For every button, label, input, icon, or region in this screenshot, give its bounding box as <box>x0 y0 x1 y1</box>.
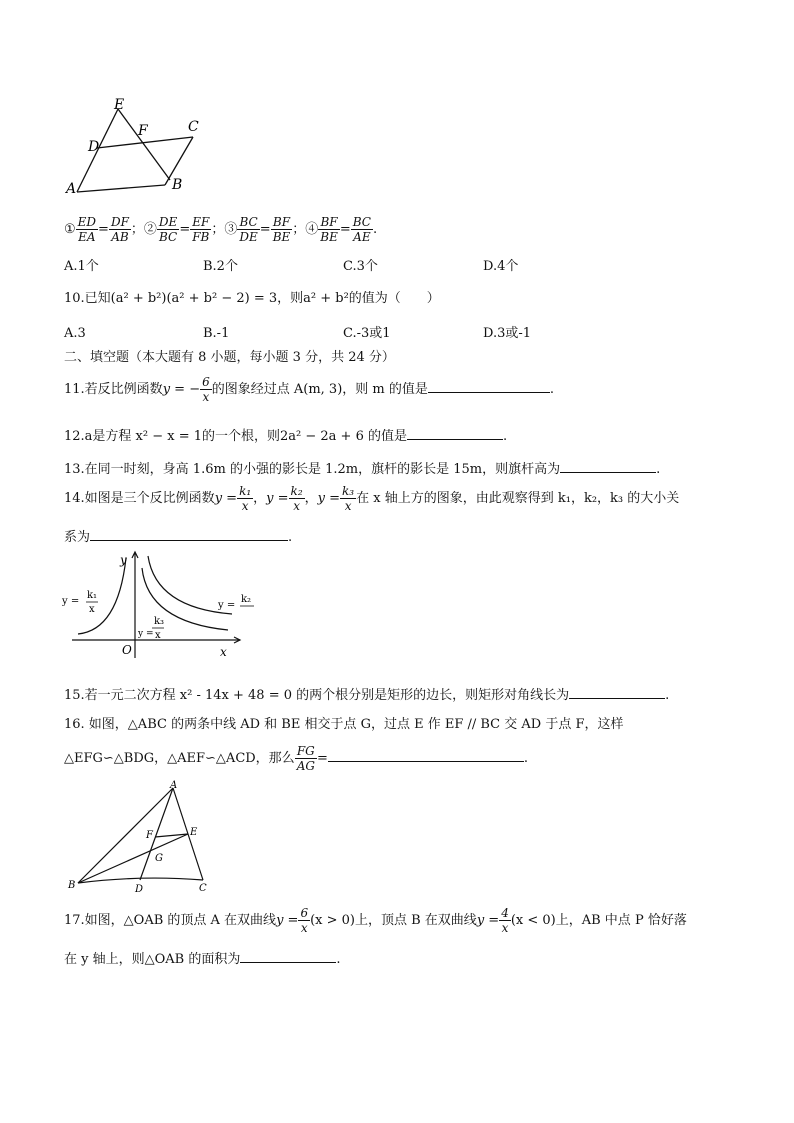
q10-choice-d: D.3或-1 <box>483 326 532 341</box>
q14-answer-blank[interactable] <box>90 526 288 541</box>
q9-choice-c: C.3个 <box>343 259 378 274</box>
q17-line1: 17.如图，△OAB 的顶点 A 在双曲线y = $\frac{6}{x}$ (x > 0)上，顶点 B 在双曲线y = $\frac{4}{x}$ (x < 0)上，AB 中点 P 恰好落 <box>64 906 687 935</box>
q9-choice-b: B.2个 <box>203 259 238 274</box>
label-g: G <box>155 853 163 864</box>
mid-curve-y: y = <box>138 629 154 639</box>
label-f: F <box>138 123 148 139</box>
mid-curve-num: k₃ <box>154 616 165 627</box>
label-a: A <box>170 780 178 791</box>
q15: 15.若一元二次方程 x² - 14x + 48 = 0 的两个根分别是矩形的边长，则矩形对角线长为 . <box>64 684 669 705</box>
q13-answer-blank[interactable] <box>560 458 656 473</box>
q10-choice-b: B.-1 <box>203 326 230 341</box>
right-curve-num: k₂ <box>241 594 252 605</box>
left-curve-den: x <box>89 604 95 615</box>
q14-line2: 系为 . <box>64 526 292 547</box>
mid-curve-den: x <box>155 630 161 641</box>
left-curve-num: k₁ <box>87 590 98 601</box>
q14-line1: 14.如图是三个反比例函数y = $\frac{\text{k₁}}{x}$ ，y = $\frac{\text{k₂}}{x}$ ，y = $\frac{\text{k₃}}{x}$ 在 x 轴上方的图象，由此观察得到 k₁，k₂，k₃ 的大小关 <box>64 484 680 513</box>
label-c: C <box>199 883 207 894</box>
label-e: E <box>114 97 125 113</box>
triangle-figure <box>60 780 220 895</box>
right-curve-y: y = <box>218 600 236 611</box>
q16-line2: △EFG∽△BDG，△AEF∽△ACD，那么 $\frac{FG}{AG}$ = . <box>64 744 528 773</box>
q17-answer-blank[interactable] <box>240 948 336 963</box>
origin-label: O <box>122 643 132 657</box>
q15-answer-blank[interactable] <box>569 684 665 699</box>
q13: 13.在同一时刻，身高 1.6m 的小强的影长是 1.2m，旗杆的影长是 15m，则旗杆高为 . <box>64 458 660 479</box>
label-d: D <box>135 884 144 895</box>
q11-answer-blank[interactable] <box>428 378 550 393</box>
label-d: D <box>88 139 100 155</box>
q10-choice-c: C.-3或1 <box>343 326 391 341</box>
axis-x-label: x <box>220 645 227 659</box>
q9-choice-a: A.1个 <box>64 259 99 274</box>
left-curve-y: y = <box>62 596 80 607</box>
hyperbola-figure <box>60 548 260 660</box>
q16-line1: 16. 如图，△ABC 的两条中线 AD 和 BE 相交于点 G，过点 E 作 EF // BC 交 AD 于点 F，这样 <box>64 717 624 732</box>
q17-line2: 在 y 轴上，则△OAB 的面积为 . <box>64 948 340 969</box>
q11: 11.若反比例函数y = − $\frac{6}{x}$ 的图象经过点 A(m, 3)，则 m 的值是 . <box>64 375 554 404</box>
label-f: F <box>146 830 153 841</box>
label-e: E <box>190 827 198 838</box>
q16-answer-blank[interactable] <box>328 747 524 762</box>
q9-options: ① $\frac{ED}{EA}$ = $\frac{DF}{AB}$ ；② $\frac{DE}{BC}$ = $\frac{EF}{FB}$ ；③ $\frac{BC}{DE}$ = $\frac{BF}{BE}$ ；④ $\frac{BF}{BE}$ = $\frac{BC}{AE}$ . <box>64 215 378 244</box>
q10-text: 10.已知(a² + b²)(a² + b² − 2) = 3，则a² + b²的值为（ ） <box>64 291 440 306</box>
label-b: B <box>68 880 76 891</box>
q10-choice-a: A.3 <box>64 326 86 341</box>
q12: 12.a是方程 x² − x = 1的一个根，则2a² − 2a + 6 的值是 . <box>64 425 507 446</box>
parallelogram-figure <box>60 95 210 195</box>
axis-y-label: y <box>120 553 127 567</box>
q12-answer-blank[interactable] <box>407 425 503 440</box>
label-a: A <box>66 181 77 195</box>
q9-choice-d: D.4个 <box>483 259 519 274</box>
label-c: C <box>188 119 199 135</box>
label-b: B <box>172 177 183 193</box>
section-heading: 二、填空题（本大题有 8 小题，每小题 3 分，共 24 分） <box>64 350 395 365</box>
